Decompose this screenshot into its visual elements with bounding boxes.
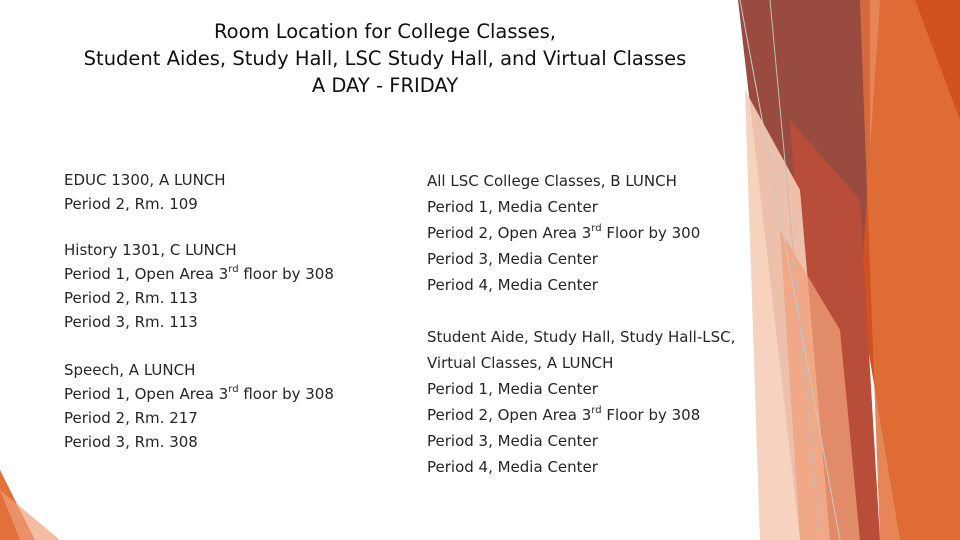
educ-period-2: Period 2, Rm. 109	[64, 195, 198, 213]
history-period-1	[64, 262, 334, 286]
history-period-2: Period 2, Rm. 113	[64, 289, 198, 307]
history-period-3: Period 3, Rm. 113	[64, 313, 198, 331]
lsc-period-4: Period 4, Media Center	[427, 276, 598, 294]
speech-period-2: Period 2, Rm. 217	[64, 409, 198, 427]
lsc-period-2-rest: Floor by 300	[601, 224, 701, 242]
aide-period-2-text: Period 2, Open Area 3	[427, 406, 592, 424]
lsc-period-1: Period 1, Media Center	[427, 198, 598, 216]
speech-period-3: Period 3, Rm. 308	[64, 433, 198, 451]
educ-block	[64, 168, 226, 216]
lsc-period-2-sup: rd	[591, 223, 602, 234]
speech-period-1	[64, 382, 334, 406]
aide-heading-2: Virtual Classes, A LUNCH	[427, 354, 614, 372]
speech-period-1-rest: floor by 308	[238, 385, 334, 403]
aide-period-1: Period 1, Media Center	[427, 380, 598, 398]
educ-heading: EDUC 1300, A LUNCH	[64, 171, 226, 189]
aide-period-2-rest: Floor by 308	[601, 406, 701, 424]
aide-period-3: Period 3, Media Center	[427, 432, 598, 450]
history-block	[64, 238, 334, 334]
title-line-2: Student Aides, Study Hall, LSC Study Hall, and Virtual Classes	[83, 47, 687, 70]
lsc-period-3: Period 3, Media Center	[427, 250, 598, 268]
speech-block	[64, 358, 334, 454]
title-line-3: A DAY - FRIDAY	[311, 74, 459, 97]
speech-period-1-text: Period 1, Open Area 3	[64, 385, 229, 403]
aide-period-2	[427, 402, 735, 428]
speech-period-1-sup: rd	[228, 384, 239, 395]
slide-title	[0, 18, 770, 99]
aide-period-4: Period 4, Media Center	[427, 458, 598, 476]
lsc-period-2	[427, 220, 700, 246]
lsc-period-2-text: Period 2, Open Area 3	[427, 224, 592, 242]
speech-heading: Speech, A LUNCH	[64, 361, 196, 379]
history-heading: History 1301, C LUNCH	[64, 241, 237, 259]
history-period-1-rest: floor by 308	[238, 265, 334, 283]
history-period-1-sup: rd	[228, 264, 239, 275]
lsc-heading: All LSC College Classes, B LUNCH	[427, 172, 677, 190]
lsc-block	[427, 168, 700, 298]
aide-block	[427, 324, 735, 480]
history-period-1-text: Period 1, Open Area 3	[64, 265, 229, 283]
aide-heading-1: Student Aide, Study Hall, Study Hall-LSC,	[427, 328, 736, 346]
title-line-1: Room Location for College Classes,	[213, 20, 557, 43]
aide-period-2-sup: rd	[591, 405, 602, 416]
